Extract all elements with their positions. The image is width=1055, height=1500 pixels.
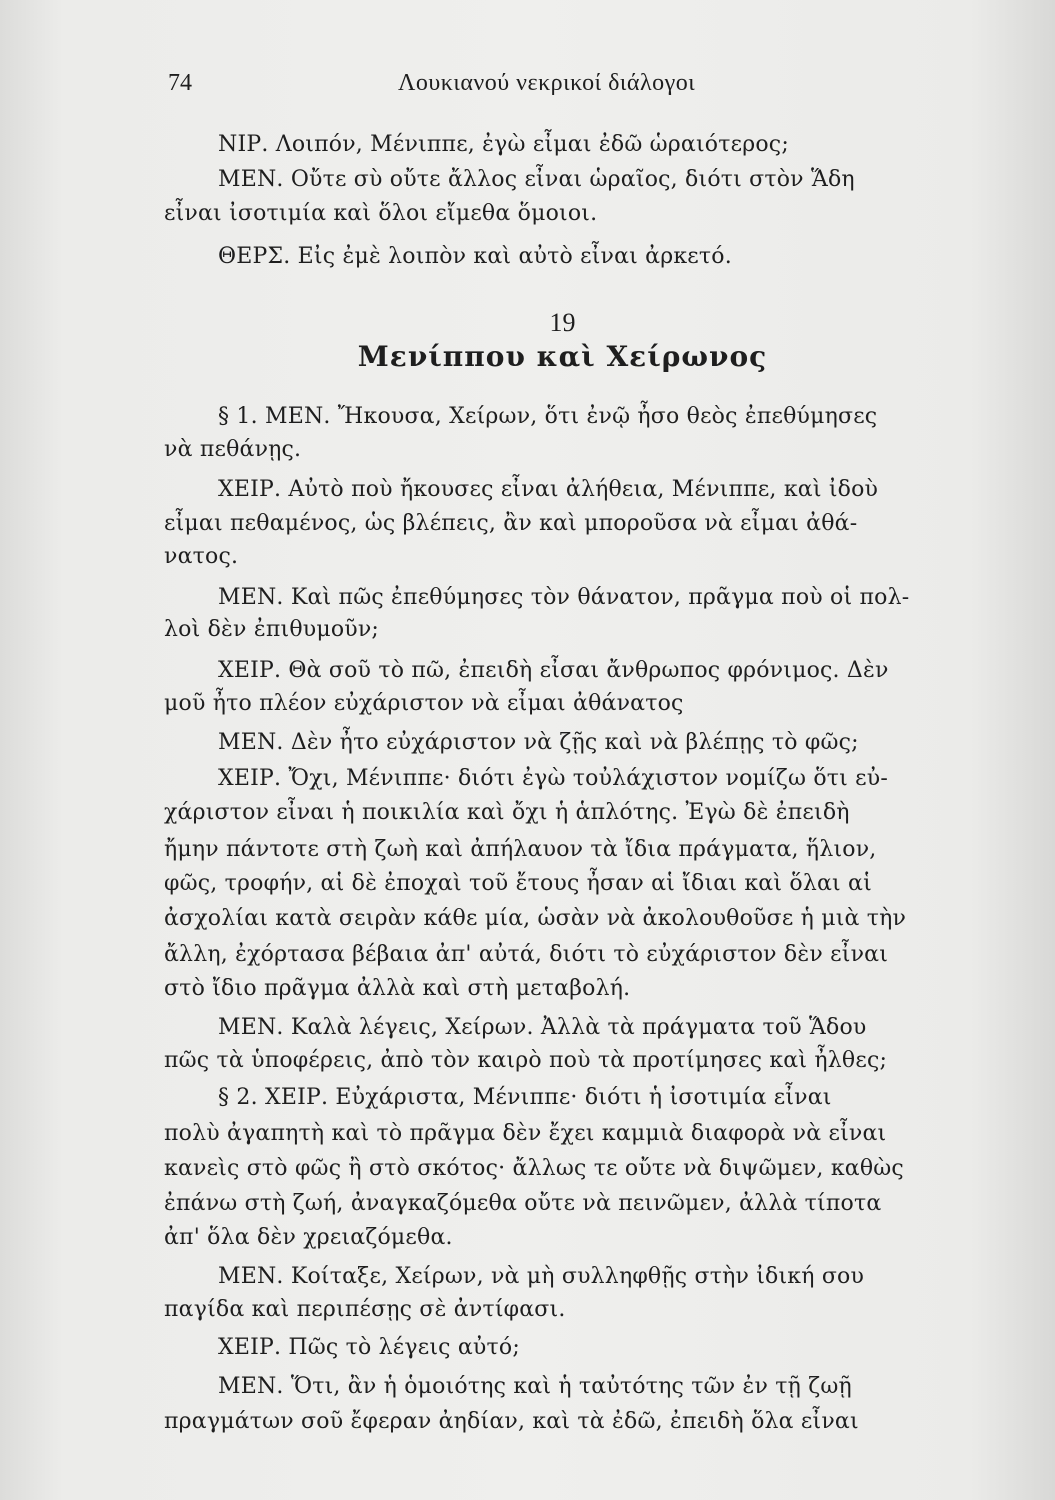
text-line: νατος. <box>164 544 239 569</box>
text-line: ἤμην πάντοτε στὴ ζωὴ καὶ ἀπήλαυον τὰ ἴδια πράγματα, ἥλιον, <box>164 837 877 862</box>
text-line: χάριστον εἶναι ἡ ποικιλία καὶ ὄχι ἡ ἁπλότης. Ἐγὼ δὲ ἐπειδὴ <box>164 800 850 825</box>
text-line: ἄλλη, ἐχόρτασα βέβαια ἀπ' αὐτά, διότι τὸ εὐχάριστον δὲν εἶναι <box>164 942 889 967</box>
text-line: ἐπάνω στὴ ζωή, ἀναγκαζόμεθα οὔτε νὰ πεινῶμεν, ἀλλὰ τίποτα <box>164 1191 882 1216</box>
text-line: § 2. ΧΕΙΡ. Εὐχάριστα, Μένιππε· διότι ἡ ἰσοτιμία εἶναι <box>218 1085 832 1110</box>
text-line: ΜΕΝ. Δὲν ἦτο εὐχάριστον νὰ ζῇς καὶ νὰ βλέπῃς τὸ φῶς; <box>218 730 859 755</box>
text-line: ΧΕΙΡ. Θὰ σοῦ τὸ πῶ, ἐπειδὴ εἶσαι ἄνθρωπος φρόνιμος. Δὲν <box>218 658 889 683</box>
text-line: ΧΕΙΡ. Ὄχι, Μένιππε· διότι ἐγὼ τοὐλάχιστον νομίζω ὅτι εὐ- <box>218 766 888 791</box>
text-line: εἶμαι πεθαμένος, ὡς βλέπεις, ἂν καὶ μποροῦσα νὰ εἶμαι ἀθά- <box>164 511 858 536</box>
text-line: κανεὶς στὸ φῶς ἢ στὸ σκότος· ἄλλως τε οὔτε νὰ διψῶμεν, καθὼς <box>164 1156 904 1181</box>
text-line: ΜΕΝ. Καλὰ λέγεις, Χείρων. Ἀλλὰ τὰ πράγματα τοῦ Ἅδου <box>218 1015 867 1040</box>
page-number: 74 <box>168 70 192 96</box>
text-line: ΜΕΝ. Καὶ πῶς ἐπεθύμησες τὸν θάνατον, πρᾶγμα ποὺ οἱ πολ- <box>218 585 910 610</box>
text-line: ΘΕΡΣ. Εἰς ἐμὲ λοιπὸν καὶ αὐτὸ εἶναι ἀρκετό. <box>218 244 732 269</box>
text-line: λοὶ δὲν ἐπιθυμοῦν; <box>164 617 380 642</box>
text-line: φῶς, τροφήν, αἱ δὲ ἐποχαὶ τοῦ ἔτους ἦσαν αἱ ἴδιαι καὶ ὅλαι αἱ <box>164 871 872 896</box>
text-line: μοῦ ἦτο πλέον εὐχάριστον νὰ εἶμαι ἀθάνατος <box>164 691 684 716</box>
text-line: πραγμάτων σοῦ ἔφεραν ἀηδίαν, καὶ τὰ ἐδῶ, ἐπειδὴ ὅλα εἶναι <box>164 1409 859 1434</box>
text-line: πῶς τὰ ὑποφέρεις, ἀπὸ τὸν καιρὸ ποὺ τὰ προτίμησες καὶ ἦλθες; <box>164 1048 888 1073</box>
text-line: νὰ πεθάνῃς. <box>164 437 302 462</box>
text-line: ΝΙΡ. Λοιπόν, Μένιππε, ἐγὼ εἶμαι ἐδῶ ὡραιότερος; <box>218 132 789 157</box>
page-header <box>168 70 968 110</box>
text-line: ΜΕΝ. Ὅτι, ἂν ἡ ὁμοιότης καὶ ἡ ταὐτότης τῶν ἐν τῇ ζωῇ <box>218 1374 852 1399</box>
text-line: στὸ ἴδιο πρᾶγμα ἀλλὰ καὶ στὴ μεταβολή. <box>164 976 631 1001</box>
section-number: 19 <box>549 308 576 337</box>
section-title: Μενίππου καὶ Χείρωνος <box>357 340 768 373</box>
text-line: πολὺ ἀγαπητὴ καὶ τὸ πρᾶγμα δὲν ἔχει καμμιὰ διαφορὰ νὰ εἶναι <box>164 1121 887 1146</box>
text-line: ΧΕΙΡ. Πῶς τὸ λέγεις αὐτό; <box>218 1335 520 1360</box>
text-line: ἀσχολίαι κατὰ σειρὰν κάθε μία, ὡσὰν νὰ ἀκολουθοῦσε ἡ μιὰ τὴν <box>164 906 907 931</box>
text-line: ΜΕΝ. Οὔτε σὺ οὔτε ἄλλος εἶναι ὡραῖος, διότι στὸν Ἅδη <box>218 167 855 192</box>
text-line: ΜΕΝ. Κοίταξε, Χείρων, νὰ μὴ συλληφθῇς στὴν ἰδική σου <box>218 1264 865 1289</box>
text-line: παγίδα καὶ περιπέσῃς σὲ ἀντίφασι. <box>164 1297 566 1322</box>
running-title: Λουκιανού νεκρικοί διάλογοι <box>398 70 696 96</box>
text-line: § 1. ΜΕΝ. Ἤκουσα, Χείρων, ὅτι ἐνῷ ἦσο θεὸς ἐπεθύμησες <box>218 404 878 429</box>
text-line: ΧΕΙΡ. Αὐτὸ ποὺ ἤκουσες εἶναι ἀλήθεια, Μένιππε, καὶ ἰδοὺ <box>218 477 879 502</box>
text-line: εἶναι ἰσοτιμία καὶ ὅλοι εἴμεθα ὅμοιοι. <box>164 201 598 226</box>
text-line: ἀπ' ὅλα δὲν χρειαζόμεθα. <box>164 1225 453 1250</box>
